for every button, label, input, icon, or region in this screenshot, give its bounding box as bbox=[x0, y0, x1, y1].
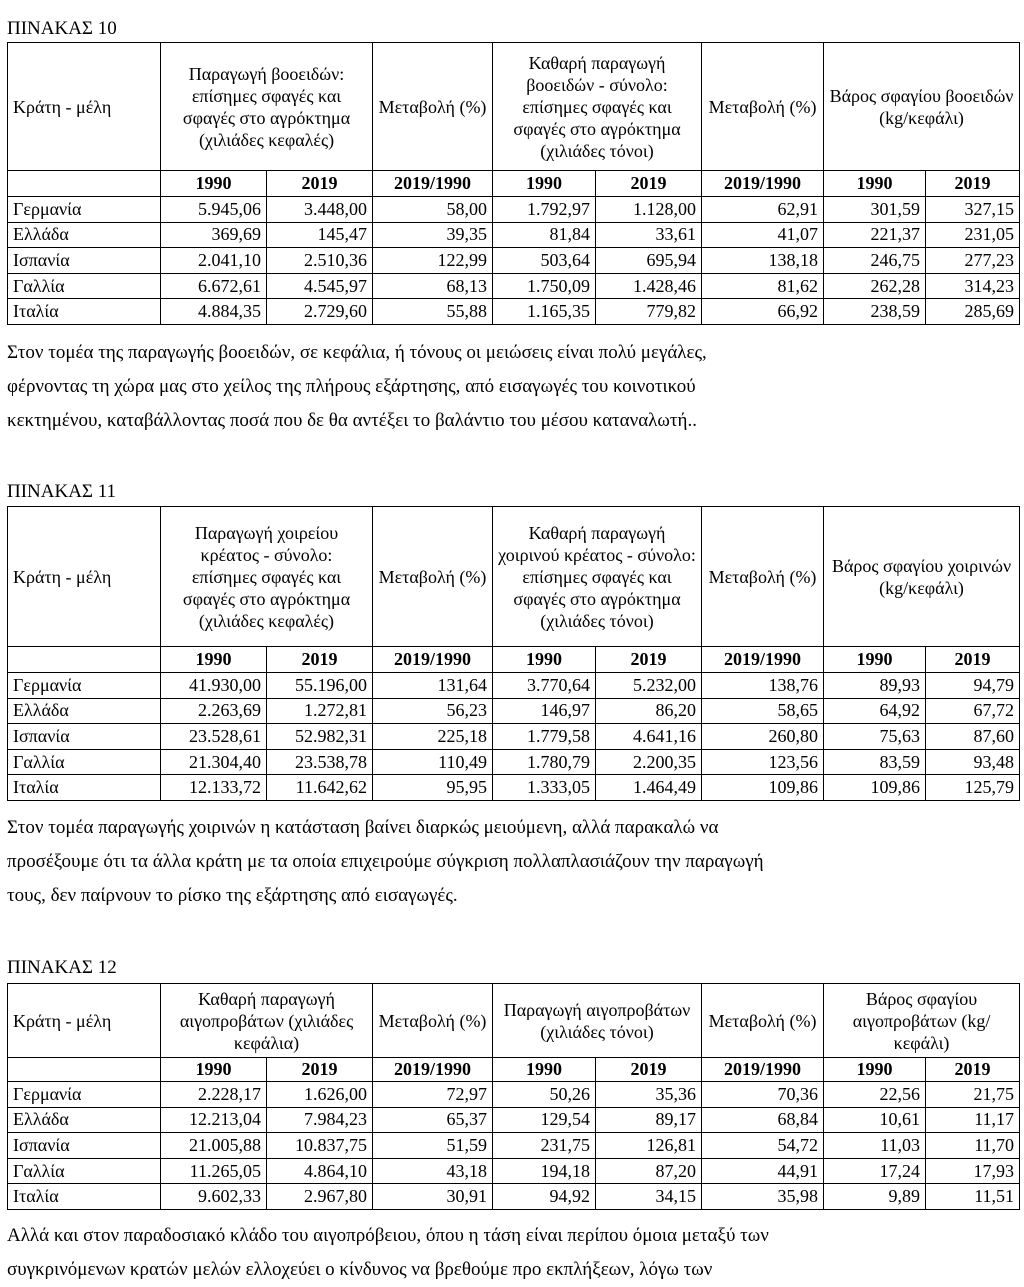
table-title: ΠΙΝΑΚΑΣ 12 bbox=[7, 957, 117, 978]
year-header: 2019 bbox=[596, 1058, 702, 1082]
value-cell: 1.750,09 bbox=[493, 273, 596, 299]
column-header-group-2: Καθαρή παραγωγή χοιρινού κρέατος - σύνολο: επίσημες σφαγές και σφαγές στο αγρόκτημα (χιλιάδες τόνοι) bbox=[493, 507, 702, 647]
value-cell: 11.642,62 bbox=[267, 775, 373, 801]
column-header-group-2: Παραγωγή αιγοπροβάτων (χιλιάδες τόνοι) bbox=[493, 984, 702, 1058]
value-cell: 75,63 bbox=[824, 724, 926, 750]
year-header: 2019/1990 bbox=[702, 1058, 824, 1082]
table-row bbox=[8, 724, 1020, 750]
table-title: ΠΙΝΑΚΑΣ 10 bbox=[7, 18, 117, 39]
member-state-cell: Ισπανία bbox=[8, 248, 161, 274]
value-cell: 7.984,23 bbox=[267, 1107, 373, 1133]
member-state-cell: Γαλλία bbox=[8, 273, 161, 299]
value-cell: 35,98 bbox=[702, 1184, 824, 1210]
column-header-change-2: Μεταβολή (%) bbox=[702, 984, 824, 1058]
value-cell: 1.464,49 bbox=[596, 775, 702, 801]
value-cell: 39,35 bbox=[373, 222, 493, 248]
header-row bbox=[8, 984, 1020, 1058]
value-cell: 5.232,00 bbox=[596, 673, 702, 699]
value-cell: 2.041,10 bbox=[161, 248, 267, 274]
table-row bbox=[8, 749, 1020, 775]
value-cell: 2.228,17 bbox=[161, 1082, 267, 1108]
year-header: 2019/1990 bbox=[702, 171, 824, 197]
value-cell: 262,28 bbox=[824, 273, 926, 299]
value-cell: 231,75 bbox=[493, 1133, 596, 1159]
value-cell: 11,70 bbox=[926, 1133, 1020, 1159]
commentary-paragraph bbox=[7, 1219, 1017, 1287]
header-row bbox=[8, 43, 1020, 171]
table-row bbox=[8, 1082, 1020, 1108]
value-cell: 89,93 bbox=[824, 673, 926, 699]
value-cell: 41,07 bbox=[702, 222, 824, 248]
value-cell: 83,59 bbox=[824, 749, 926, 775]
column-header-group-1: Παραγωγή χοιρείου κρέατος - σύνολο: επίσημες σφαγές και σφαγές στο αγρόκτημα (χιλιάδες κεφαλές) bbox=[161, 507, 373, 647]
value-cell: 779,82 bbox=[596, 299, 702, 325]
member-state-cell: Ισπανία bbox=[8, 1133, 161, 1159]
value-cell: 58,65 bbox=[702, 698, 824, 724]
column-header-group-3: Βάρος σφαγίου χοιρινών (kg/κεφάλι) bbox=[824, 507, 1020, 647]
year-header: 1990 bbox=[493, 647, 596, 673]
years-row bbox=[8, 647, 1020, 673]
column-header-group-1: Παραγωγή βοοειδών: επίσημες σφαγές και σφαγές στο αγρόκτημα (χιλιάδες κεφαλές) bbox=[161, 43, 373, 171]
column-header-change-1: Μεταβολή (%) bbox=[373, 507, 493, 647]
table-row bbox=[8, 197, 1020, 223]
data-table bbox=[7, 42, 1020, 325]
member-state-cell: Γερμανία bbox=[8, 673, 161, 699]
year-header: 1990 bbox=[493, 1058, 596, 1082]
value-cell: 23.538,78 bbox=[267, 749, 373, 775]
year-header: 1990 bbox=[824, 171, 926, 197]
year-header: 2019 bbox=[267, 647, 373, 673]
value-cell: 2.967,80 bbox=[267, 1184, 373, 1210]
value-cell: 109,86 bbox=[702, 775, 824, 801]
years-row bbox=[8, 1058, 1020, 1082]
paragraph-line: Αλλά και στον παραδοσιακό κλάδο του αιγοπρόβειου, όπου η τάση είναι περίπου όμοια μεταξύ των bbox=[7, 1225, 769, 1246]
value-cell: 246,75 bbox=[824, 248, 926, 274]
year-header: 2019 bbox=[596, 171, 702, 197]
value-cell: 86,20 bbox=[596, 698, 702, 724]
value-cell: 21,75 bbox=[926, 1082, 1020, 1108]
value-cell: 369,69 bbox=[161, 222, 267, 248]
value-cell: 260,80 bbox=[702, 724, 824, 750]
data-table bbox=[7, 506, 1020, 801]
table-row bbox=[8, 222, 1020, 248]
value-cell: 10,61 bbox=[824, 1107, 926, 1133]
year-header: 1990 bbox=[161, 647, 267, 673]
year-header: 2019 bbox=[267, 171, 373, 197]
value-cell: 1.792,97 bbox=[493, 197, 596, 223]
year-header: 1990 bbox=[161, 171, 267, 197]
value-cell: 58,00 bbox=[373, 197, 493, 223]
paragraph-line: προσέξουμε ότι τα άλλα κράτη με τα οποία επιχειρούμε σύγκριση πολλαπλασιάζουν την παραγωγή bbox=[7, 851, 764, 872]
commentary-paragraph bbox=[7, 811, 1017, 913]
header-row bbox=[8, 507, 1020, 647]
value-cell: 65,37 bbox=[373, 1107, 493, 1133]
value-cell: 94,79 bbox=[926, 673, 1020, 699]
table-title: ΠΙΝΑΚΑΣ 11 bbox=[7, 481, 117, 502]
value-cell: 35,36 bbox=[596, 1082, 702, 1108]
value-cell: 9,89 bbox=[824, 1184, 926, 1210]
year-header: 1990 bbox=[824, 1058, 926, 1082]
value-cell: 301,59 bbox=[824, 197, 926, 223]
value-cell: 125,79 bbox=[926, 775, 1020, 801]
value-cell: 221,37 bbox=[824, 222, 926, 248]
column-header-change-2: Μεταβολή (%) bbox=[702, 43, 824, 171]
value-cell: 44,91 bbox=[702, 1158, 824, 1184]
value-cell: 89,17 bbox=[596, 1107, 702, 1133]
value-cell: 12.133,72 bbox=[161, 775, 267, 801]
paragraph-line: Στον τομέα παραγωγής χοιρινών η κατάσταση βαίνει διαρκώς μειούμενη, αλλά παρακαλώ να bbox=[7, 817, 719, 838]
value-cell: 122,99 bbox=[373, 248, 493, 274]
data-table bbox=[7, 983, 1020, 1210]
years-row-empty bbox=[8, 1058, 161, 1082]
year-header: 2019 bbox=[926, 1058, 1020, 1082]
column-header-change-2: Μεταβολή (%) bbox=[702, 507, 824, 647]
value-cell: 56,23 bbox=[373, 698, 493, 724]
value-cell: 21.005,88 bbox=[161, 1133, 267, 1159]
table-row bbox=[8, 1184, 1020, 1210]
value-cell: 1.333,05 bbox=[493, 775, 596, 801]
year-header: 2019 bbox=[926, 647, 1020, 673]
member-state-cell: Γαλλία bbox=[8, 1158, 161, 1184]
value-cell: 94,92 bbox=[493, 1184, 596, 1210]
value-cell: 4.641,16 bbox=[596, 724, 702, 750]
column-header-state: Κράτη - μέλη bbox=[8, 507, 161, 647]
column-header-group-2: Καθαρή παραγωγή βοοειδών - σύνολο: επίσημες σφαγές και σφαγές στο αγρόκτημα (χιλιάδες τόνοι) bbox=[493, 43, 702, 171]
value-cell: 2.729,60 bbox=[267, 299, 373, 325]
value-cell: 87,60 bbox=[926, 724, 1020, 750]
member-state-cell: Ισπανία bbox=[8, 724, 161, 750]
year-header: 2019 bbox=[596, 647, 702, 673]
column-header-group-3: Βάρος σφαγίου βοοειδών (kg/κεφάλι) bbox=[824, 43, 1020, 171]
value-cell: 129,54 bbox=[493, 1107, 596, 1133]
value-cell: 146,97 bbox=[493, 698, 596, 724]
value-cell: 72,97 bbox=[373, 1082, 493, 1108]
table-row bbox=[8, 698, 1020, 724]
value-cell: 11,17 bbox=[926, 1107, 1020, 1133]
column-header-state: Κράτη - μέλη bbox=[8, 984, 161, 1058]
member-state-cell: Ελλάδα bbox=[8, 698, 161, 724]
value-cell: 62,91 bbox=[702, 197, 824, 223]
column-header-state: Κράτη - μέλη bbox=[8, 43, 161, 171]
value-cell: 123,56 bbox=[702, 749, 824, 775]
value-cell: 4.545,97 bbox=[267, 273, 373, 299]
value-cell: 68,84 bbox=[702, 1107, 824, 1133]
value-cell: 138,76 bbox=[702, 673, 824, 699]
paragraph-line: Στον τομέα της παραγωγής βοοειδών, σε κεφάλια, ή τόνους οι μειώσεις είναι πολύ μεγάλες, bbox=[7, 342, 707, 363]
member-state-cell: Γερμανία bbox=[8, 197, 161, 223]
years-row-empty bbox=[8, 647, 161, 673]
value-cell: 138,18 bbox=[702, 248, 824, 274]
column-header-change-1: Μεταβολή (%) bbox=[373, 984, 493, 1058]
value-cell: 12.213,04 bbox=[161, 1107, 267, 1133]
table-row bbox=[8, 1107, 1020, 1133]
value-cell: 67,72 bbox=[926, 698, 1020, 724]
member-state-cell: Γαλλία bbox=[8, 749, 161, 775]
value-cell: 1.128,00 bbox=[596, 197, 702, 223]
column-header-group-3: Βάρος σφαγίου αιγοπροβάτων (kg/κεφάλι) bbox=[824, 984, 1020, 1058]
value-cell: 95,95 bbox=[373, 775, 493, 801]
value-cell: 55.196,00 bbox=[267, 673, 373, 699]
value-cell: 314,23 bbox=[926, 273, 1020, 299]
value-cell: 11,51 bbox=[926, 1184, 1020, 1210]
value-cell: 1.428,46 bbox=[596, 273, 702, 299]
value-cell: 225,18 bbox=[373, 724, 493, 750]
value-cell: 3.448,00 bbox=[267, 197, 373, 223]
value-cell: 1.779,58 bbox=[493, 724, 596, 750]
value-cell: 64,92 bbox=[824, 698, 926, 724]
table-row bbox=[8, 673, 1020, 699]
year-header: 2019/1990 bbox=[373, 171, 493, 197]
value-cell: 1.780,79 bbox=[493, 749, 596, 775]
year-header: 2019 bbox=[926, 171, 1020, 197]
value-cell: 327,15 bbox=[926, 197, 1020, 223]
value-cell: 285,69 bbox=[926, 299, 1020, 325]
value-cell: 503,64 bbox=[493, 248, 596, 274]
member-state-cell: Ιταλία bbox=[8, 1184, 161, 1210]
member-state-cell: Ιταλία bbox=[8, 775, 161, 801]
value-cell: 695,94 bbox=[596, 248, 702, 274]
value-cell: 33,61 bbox=[596, 222, 702, 248]
value-cell: 23.528,61 bbox=[161, 724, 267, 750]
paragraph-line: κεκτημένου, καταβάλλοντας ποσά που δε θα αντέξει το βαλάντιο του μέσου καταναλωτή.. bbox=[7, 410, 697, 431]
paragraph-line: φέρνοντας τη χώρα μας στο χείλος της πλήρους εξάρτησης, από εισαγωγές του κοινοτικού bbox=[7, 376, 696, 397]
table-row bbox=[8, 1158, 1020, 1184]
year-header: 1990 bbox=[824, 647, 926, 673]
value-cell: 87,20 bbox=[596, 1158, 702, 1184]
value-cell: 1.165,35 bbox=[493, 299, 596, 325]
value-cell: 9.602,33 bbox=[161, 1184, 267, 1210]
years-row bbox=[8, 171, 1020, 197]
table-row bbox=[8, 775, 1020, 801]
year-header: 2019 bbox=[267, 1058, 373, 1082]
column-header-group-1: Καθαρή παραγωγή αιγοπροβάτων (χιλιάδες κεφάλια) bbox=[161, 984, 373, 1058]
value-cell: 81,62 bbox=[702, 273, 824, 299]
table-row bbox=[8, 1133, 1020, 1159]
value-cell: 277,23 bbox=[926, 248, 1020, 274]
value-cell: 68,13 bbox=[373, 273, 493, 299]
value-cell: 4.884,35 bbox=[161, 299, 267, 325]
value-cell: 41.930,00 bbox=[161, 673, 267, 699]
value-cell: 34,15 bbox=[596, 1184, 702, 1210]
value-cell: 3.770,64 bbox=[493, 673, 596, 699]
value-cell: 6.672,61 bbox=[161, 273, 267, 299]
value-cell: 1.626,00 bbox=[267, 1082, 373, 1108]
value-cell: 145,47 bbox=[267, 222, 373, 248]
value-cell: 21.304,40 bbox=[161, 749, 267, 775]
column-header-change-1: Μεταβολή (%) bbox=[373, 43, 493, 171]
member-state-cell: Ελλάδα bbox=[8, 222, 161, 248]
paragraph-line: συγκρινόμενων κρατών μελών ελλοχεύει ο κίνδυνος να βρεθούμε προ εκπλήξεων, λόγω των bbox=[7, 1259, 713, 1280]
paragraph-line: τους, δεν παίρνουν το ρίσκο της εξάρτησης από εισαγωγές. bbox=[7, 885, 458, 906]
year-header: 2019/1990 bbox=[702, 647, 824, 673]
value-cell: 131,64 bbox=[373, 673, 493, 699]
value-cell: 11.265,05 bbox=[161, 1158, 267, 1184]
value-cell: 1.272,81 bbox=[267, 698, 373, 724]
value-cell: 81,84 bbox=[493, 222, 596, 248]
member-state-cell: Ελλάδα bbox=[8, 1107, 161, 1133]
value-cell: 30,91 bbox=[373, 1184, 493, 1210]
value-cell: 2.263,69 bbox=[161, 698, 267, 724]
table-row bbox=[8, 273, 1020, 299]
value-cell: 17,24 bbox=[824, 1158, 926, 1184]
value-cell: 2.200,35 bbox=[596, 749, 702, 775]
value-cell: 126,81 bbox=[596, 1133, 702, 1159]
member-state-cell: Γερμανία bbox=[8, 1082, 161, 1108]
value-cell: 4.864,10 bbox=[267, 1158, 373, 1184]
value-cell: 194,18 bbox=[493, 1158, 596, 1184]
value-cell: 51,59 bbox=[373, 1133, 493, 1159]
value-cell: 238,59 bbox=[824, 299, 926, 325]
year-header: 2019/1990 bbox=[373, 647, 493, 673]
value-cell: 52.982,31 bbox=[267, 724, 373, 750]
value-cell: 55,88 bbox=[373, 299, 493, 325]
value-cell: 66,92 bbox=[702, 299, 824, 325]
member-state-cell: Ιταλία bbox=[8, 299, 161, 325]
year-header: 2019/1990 bbox=[373, 1058, 493, 1082]
value-cell: 93,48 bbox=[926, 749, 1020, 775]
table-row bbox=[8, 248, 1020, 274]
value-cell: 110,49 bbox=[373, 749, 493, 775]
value-cell: 11,03 bbox=[824, 1133, 926, 1159]
value-cell: 109,86 bbox=[824, 775, 926, 801]
value-cell: 50,26 bbox=[493, 1082, 596, 1108]
value-cell: 22,56 bbox=[824, 1082, 926, 1108]
value-cell: 17,93 bbox=[926, 1158, 1020, 1184]
value-cell: 5.945,06 bbox=[161, 197, 267, 223]
value-cell: 2.510,36 bbox=[267, 248, 373, 274]
value-cell: 70,36 bbox=[702, 1082, 824, 1108]
years-row-empty bbox=[8, 171, 161, 197]
year-header: 1990 bbox=[161, 1058, 267, 1082]
commentary-paragraph bbox=[7, 336, 1017, 438]
value-cell: 231,05 bbox=[926, 222, 1020, 248]
value-cell: 54,72 bbox=[702, 1133, 824, 1159]
value-cell: 10.837,75 bbox=[267, 1133, 373, 1159]
table-row bbox=[8, 299, 1020, 325]
year-header: 1990 bbox=[493, 171, 596, 197]
value-cell: 43,18 bbox=[373, 1158, 493, 1184]
